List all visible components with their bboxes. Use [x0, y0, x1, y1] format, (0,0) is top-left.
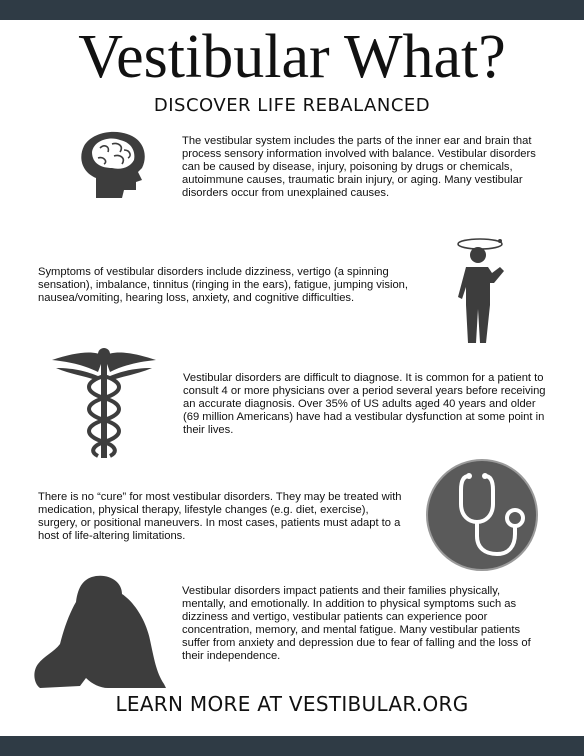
section-1-text: The vestibular system includes the parts of the inner ear and brain that process sensory information involved with balance. Vestibular disorders can be caused by disease, injury, poisoning by drugs or chemicals, autoimmune causes, traumatic brain injury, or aging. Many vestibular disorders occur from unexplained causes.	[182, 135, 536, 199]
sitting-person-icon	[30, 572, 170, 690]
section-3-text: Vestibular disorders are difficult to diagnose. It is common for a patient to consult 4 or more physicians over a period several years before receiving an accurate diagnosis. Over 35% of US adults aged 40 years and older (69 million Americans) have had a vestibular dysfunction at some point in their lives.	[183, 372, 546, 436]
caduceus-icon	[46, 346, 162, 460]
footer-link-text[interactable]: LEARN MORE AT VESTIBULAR.ORG	[115, 692, 469, 716]
page-subtitle: DISCOVER LIFE REBALANCED	[153, 95, 431, 116]
dizzy-person-icon	[448, 233, 512, 345]
section-5-text: Vestibular disorders impact patients and their families physically, mentally, and emotionally. In addition to physical symptoms such as dizziness and vertigo, vestibular patients can experience poor concentration, memory, and mental fatigue. Many vestibular patients suffer from anxiety and depression due to fear of falling and the loss of their independence.	[182, 585, 531, 662]
page-title: Vestibular What?	[78, 23, 506, 91]
section-2-text: Symptoms of vestibular disorders include dizziness, vertigo (a spinning sensation), imbalance, tinnitus (ringing in the ears), fatigue, jumping vision, nausea/vomiting, hearing loss, anxiety, and cognitive difficulties.	[38, 266, 409, 304]
section-4-text: There is no “cure” for most vestibular disorders. They may be treated with medication, physical therapy, lifestyle changes (e.g. diet, exercise), surgery, or positional maneuvers. In most cases, patients must adapt to a host of life-altering limitations.	[38, 491, 402, 542]
top-bar	[0, 0, 584, 20]
stethoscope-icon	[425, 458, 539, 572]
bottom-bar	[0, 736, 584, 756]
brain-head-icon	[76, 128, 152, 200]
